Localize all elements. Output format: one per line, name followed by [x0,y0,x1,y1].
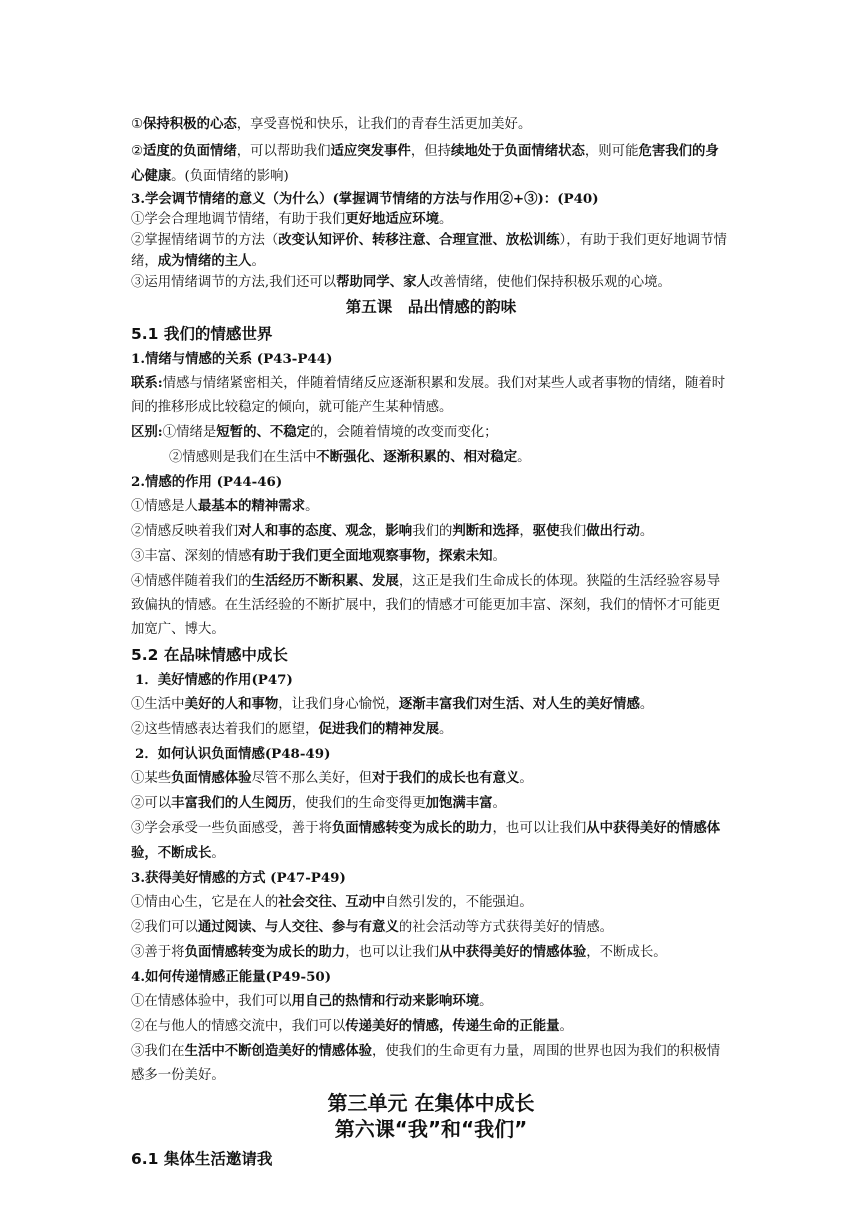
bold-text: 从中获得美好的情感体验，不断成长 [131,820,721,861]
paragraph [131,420,731,445]
paragraph [131,692,731,717]
section-title: 5.2 在品味情感中成长 [131,646,288,664]
text: 。 [639,524,654,539]
text: ①学会合理地调节情绪，有助于我们 [131,212,346,227]
paragraph [131,1039,731,1088]
text: ② [131,144,144,159]
text: 。 [305,499,319,514]
text: ③学会承受一些负面感受，善于将 [131,821,332,836]
paragraph [131,816,731,866]
bold-text: 负面情感体验 [171,770,252,786]
text: 。 [559,1019,573,1034]
bold-text: 做出行动 [586,523,640,539]
bold-text: 最基本的精神需求 [197,498,306,514]
bold-text: 促进我们的精神发展 [318,721,439,737]
paragraph [131,112,731,137]
text: 改善情绪，使他们保持积极乐观的心境。 [429,275,671,290]
subheading: 3.学会调节情绪的意义（为什么）(掌握调节情绪的方法与作用②+③)：(P40) [131,191,599,207]
paragraph [131,717,731,742]
text: 。 [479,994,493,1009]
paragraph [131,445,731,470]
text: ，这正是我们生命成长的体现。狭隘的生活经验容易导致偏执的情感。在生活经验的不断扩展中，我们的情感才可能更加丰富、深刻，我们的情怀才可能更加宽广、博大。 [131,574,721,637]
bold-text: 丰富我们的人生阅历 [171,795,292,811]
text: 。 [492,549,506,564]
bold-text: 帮助同学、家人 [336,274,430,290]
paragraph [131,766,731,791]
text: 。 [492,796,506,811]
bold-text: 改变认知评价、转移注意、合理宣泄、放松训练 [278,232,560,248]
text: 自然引发的，不能强迫。 [385,895,533,910]
paragraph [131,544,731,569]
text: ③善于将 [131,945,185,960]
bold-text: 危害我们的身心健康 [131,143,719,184]
text: ，但持 [410,144,451,159]
subheading: 1．美好情感的作用(P47) [135,672,293,688]
subheading: 2．如何认识负面情感(P48-49) [135,746,331,762]
paragraph [131,139,731,189]
unit-title: 第三单元 在集体中成长 [327,1091,535,1115]
bold-text: 对人和事的态度、观念 [238,523,373,539]
text: ①情由心生，它是在人的 [131,895,279,910]
lesson-title: 第六课“我”和“我们” [334,1117,528,1141]
bold-text: 美好的人和事物 [184,696,279,712]
subheading: 1.情绪与情感的关系 (P43-P44) [131,351,333,367]
text: 。 [639,697,654,712]
paragraph [131,519,731,544]
bold-text: 驱使 [532,523,560,539]
bold-text: 负面情感转变为成长的助力 [184,944,346,960]
text: ①情绪是 [162,425,217,440]
section-title: 5.1 我们的情感世界 [131,325,273,343]
subheading: 4.如何传递情感正能量(P49-50) [131,969,332,985]
text: ①某些 [131,771,172,786]
bold-text: 续地处于负面情绪状态 [451,143,585,159]
text: ，让我们身心愉悦， [278,697,399,712]
bold-text: 社会交往、互动中 [278,894,386,910]
bold-text: 传递美好的情感，传递生命的正能量 [345,1018,560,1034]
bold-text: 保持积极的心态 [143,116,237,132]
text: ②掌握情绪调节的方法（ [131,233,279,248]
text: 。 [517,450,531,465]
text: ，也可以让我们 [492,821,587,836]
text: ②在与他人的情感交流中，我们可以 [131,1019,346,1034]
text: ， [372,524,386,539]
text: ，也可以让我们 [345,945,439,960]
text: ②可以 [131,796,172,811]
text: ，使我们的生命变得更 [291,796,426,811]
document-body [131,112,731,1172]
bold-text: 影响 [385,523,413,539]
bold-text: 用自己的热情和行动来影响环境 [291,993,480,1009]
text: ②我们可以 [131,920,198,935]
paragraph [131,989,731,1014]
text: ，可以帮助我们 [236,144,331,159]
text: 我们 [559,524,587,539]
text: ②情感则是我们在生活中 [169,450,317,465]
text: ①在情感体验中，我们可以 [131,994,292,1009]
text: 。 [251,254,265,269]
bold-text: 对于我们的成长也有意义 [372,770,520,786]
bold-text: 加饱满丰富 [425,795,493,811]
bold-text: 更好地适应环境 [345,211,439,227]
text: 情感与情绪紧密相关，伴随着情绪反应逐渐积累和发展。我们对某些人或者事物的情绪，随着时间的推移形成比较稳定的倾向，就可能产生某种情感。 [131,376,726,415]
text: ③丰富、深刻的情感 [131,549,252,564]
bold-text: 判断和选择 [452,523,520,539]
text: 尽管不那么美好，但 [251,771,373,786]
paragraph [131,791,731,816]
paragraph [131,940,731,965]
text: 的社会活动等方式获得美好的情感。 [398,920,614,935]
subheading: 2.情感的作用 (P44-46) [131,474,283,490]
text: ②情感反映着我们 [131,524,239,539]
paragraph [131,1014,731,1039]
bold-text: 区别: [131,424,163,440]
text: 。 [438,212,453,227]
subheading: 3.获得美好情感的方式 (P47-P49) [131,870,346,886]
bold-text: 负面情感转变为成长的助力 [331,820,493,836]
text: ③我们在 [131,1044,185,1059]
bold-text: 适应突发事件 [330,143,411,159]
bold-text: 生活经历不断积累、发展 [251,573,399,589]
bold-text: 联系: [131,375,163,391]
text: ④情感伴随着我们的 [131,574,252,589]
paragraph [131,272,731,293]
text: ① [131,117,144,132]
paragraph [131,494,731,519]
text: ①生活中 [131,697,185,712]
paragraph [131,890,731,915]
text: 。 [438,722,453,737]
text: ，享受喜悦和快乐，让我们的青春生活更加美好。 [236,117,532,132]
text: 。(负面情绪的影响) [171,169,289,184]
paragraph [131,371,731,420]
text: ，使我们的生命更有力量，周围的世界也因为我们的积极情感多一份美好。 [131,1044,721,1083]
bold-text: 不断强化、逐渐积累的、相对稳定 [316,449,518,465]
text: ， [519,524,533,539]
text: 。 [519,771,533,786]
bold-text: 成为情绪的主人 [157,253,252,269]
text: ，不断成长。 [586,945,667,960]
bold-text: 逐渐丰富我们对生活、对人生的美好情感 [398,696,640,712]
text: 的，会随着情境的改变而变化； [310,425,498,440]
bold-text: 有助于我们更全面地观察事物，探索未知 [251,548,493,564]
bold-text: 通过阅读、与人交往、参与有意义 [197,919,399,935]
lesson-title: 第五课 品出情感的韵味 [345,298,517,316]
text: 我们的 [412,524,453,539]
bold-text: 生活中不断创造美好的情感体验 [184,1043,373,1059]
text: ，则可能 [584,144,639,159]
bold-text: 适度的负面情绪 [143,143,237,159]
bold-text: 从中获得美好的情感体验 [438,944,587,960]
section-title: 6.1 集体生活邀请我 [131,1150,273,1168]
text: ①情感是人 [131,499,198,514]
paragraph [131,915,731,940]
text: 。 [211,846,225,861]
text: ③运用情绪调节的方法,我们还可以 [131,275,337,290]
paragraph [131,230,731,272]
paragraph [131,569,731,642]
text: ），有助于我们更好地调节情绪， [131,233,727,269]
paragraph [131,209,731,230]
text: ②这些情感表达着我们的愿望， [131,722,319,737]
bold-text: 短暂的、不稳定 [216,424,311,440]
